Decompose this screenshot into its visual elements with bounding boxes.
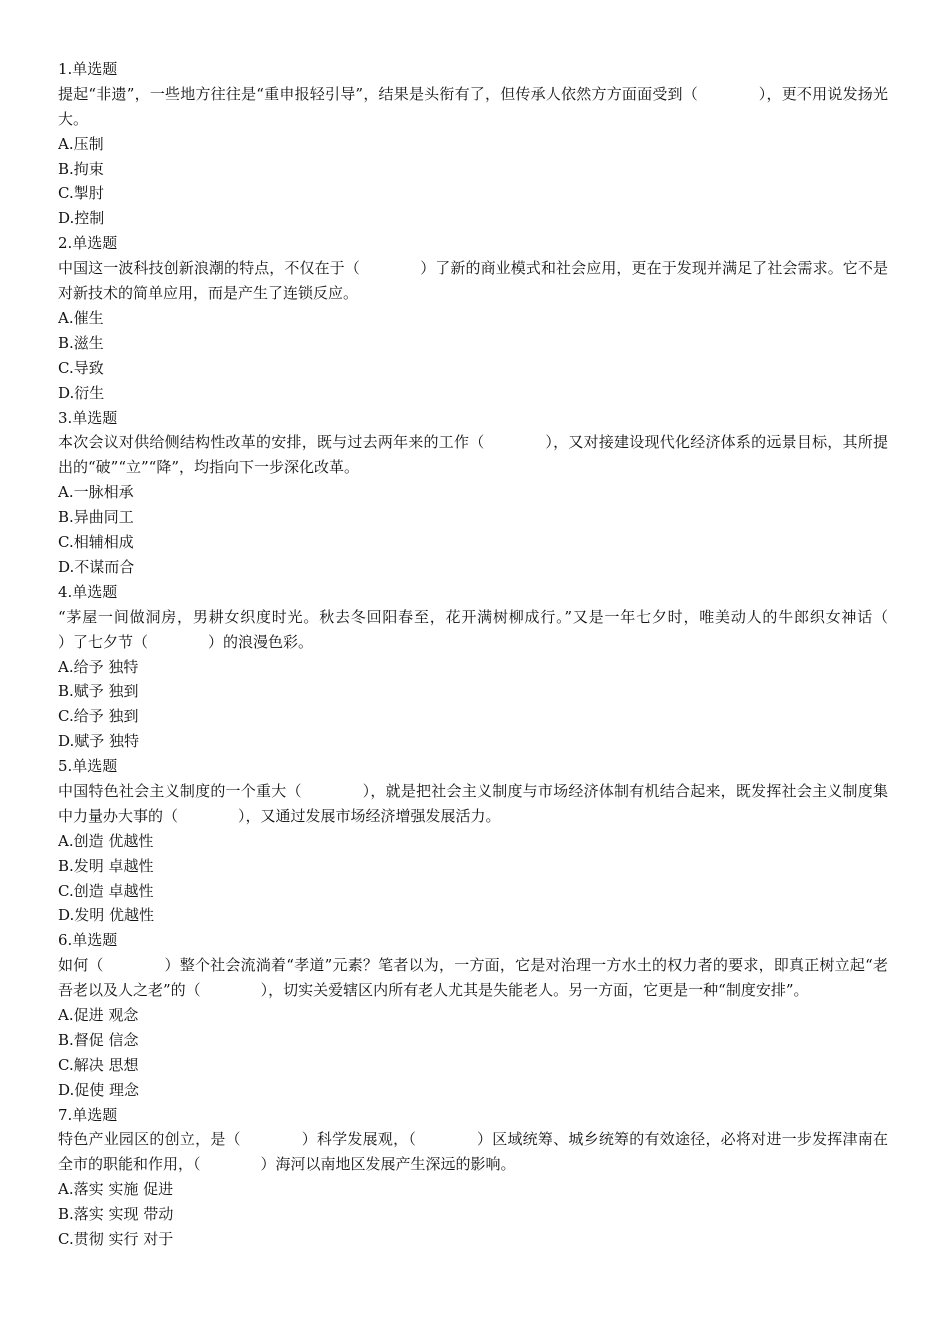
option-a: A.落实 实施 促进 — [58, 1180, 174, 1199]
option-c: C.相辅相成 — [58, 533, 134, 552]
option-d: D.控制 — [58, 209, 105, 228]
option-c: C.导致 — [58, 358, 104, 377]
question-title: 4.单选题 — [58, 582, 118, 601]
question-stem: 特色产业园区的创立，是（ ）科学发展观，（ ）区域统筹、城乡统筹的有效途径，必将对进一步发挥津南在全市的职能和作用，（ ）海河以南地区发展产生深远的影响。 — [58, 1130, 888, 1174]
question-title: 7.单选题 — [58, 1105, 118, 1124]
question-stem: 中国特色社会主义制度的一个重大（ ），就是把社会主义制度与市场经济体制有机结合起来，既发挥社会主义制度集中力量办大事的（ ），又通过发展市场经济增强发展活力。 — [58, 781, 888, 825]
question-1 — [58, 57, 888, 231]
option-b: B.异曲同工 — [58, 508, 134, 527]
question-stem: 如何（ ）整个社会流淌着“孝道”元素？笔者以为，一方面，它是对治理一方水土的权力者的要求，即真正树立起“老吾老以及人之老”的（ ），切实关爱辖区内所有老人尤其是失能老人。另一方面，它更是一种“制度安排”。 — [58, 956, 888, 1000]
document-page — [58, 57, 949, 1252]
option-c: C.给予 独到 — [58, 707, 139, 726]
option-b: B.滋生 — [58, 333, 104, 352]
option-a: A.催生 — [58, 308, 104, 327]
question-title: 6.单选题 — [58, 931, 118, 950]
option-b: B.落实 实现 带动 — [58, 1205, 174, 1224]
question-stem: 中国这一波科技创新浪潮的特点，不仅在于（ ）了新的商业模式和社会应用，更在于发现并满足了社会需求。它不是对新技术的简单应用，而是产生了连锁反应。 — [58, 259, 888, 303]
option-c: C.贯彻 实行 对于 — [58, 1230, 174, 1249]
question-stem: 提起“非遗”，一些地方往往是“重申报轻引导”，结果是头衔有了，但传承人依然方方面面受到（ ），更不用说发扬光大。 — [58, 84, 888, 128]
option-d: D.发明 优越性 — [58, 906, 155, 925]
option-c: C.解决 思想 — [58, 1055, 139, 1074]
question-title: 2.单选题 — [58, 234, 118, 253]
question-3 — [58, 406, 888, 580]
question-4 — [58, 580, 949, 754]
option-a: A.促进 观念 — [58, 1006, 139, 1025]
question-2 — [58, 231, 888, 405]
option-c: C.创造 卓越性 — [58, 881, 154, 900]
option-a: A.创造 优越性 — [58, 831, 154, 850]
option-d: D.不谋而合 — [58, 557, 135, 576]
question-title: 1.单选题 — [58, 60, 118, 78]
question-5 — [58, 754, 888, 928]
question-title: 3.单选题 — [58, 408, 118, 427]
question-7 — [58, 1103, 888, 1252]
option-c: C.掣肘 — [58, 184, 104, 203]
question-stem: 本次会议对供给侧结构性改革的安排，既与过去两年来的工作（ ），又对接建设现代化经济体系的远景目标，其所提出的“破”“立”“降”，均指向下一步深化改革。 — [58, 433, 888, 477]
option-b: B.拘束 — [58, 159, 104, 178]
option-b: B.赋予 独到 — [58, 682, 139, 701]
option-a: A.给予 独特 — [58, 657, 139, 676]
option-d: D.赋予 独特 — [58, 732, 140, 751]
option-b: B.发明 卓越性 — [58, 856, 154, 875]
option-b: B.督促 信念 — [58, 1030, 139, 1049]
option-a: A.压制 — [58, 134, 104, 153]
question-title: 5.单选题 — [58, 757, 118, 776]
option-d: D.衍生 — [58, 383, 105, 402]
question-stem: “茅屋一间做洞房，男耕女织度时光。秋去冬回阳春至，花开满树柳成行。”又是一年七夕时，唯美动人的牛郎织女神话（ ）了七夕节（ ）的浪漫色彩。 — [58, 607, 949, 651]
option-a: A.一脉相承 — [58, 483, 134, 502]
question-6 — [58, 928, 888, 1102]
option-d: D.促使 理念 — [58, 1080, 140, 1099]
